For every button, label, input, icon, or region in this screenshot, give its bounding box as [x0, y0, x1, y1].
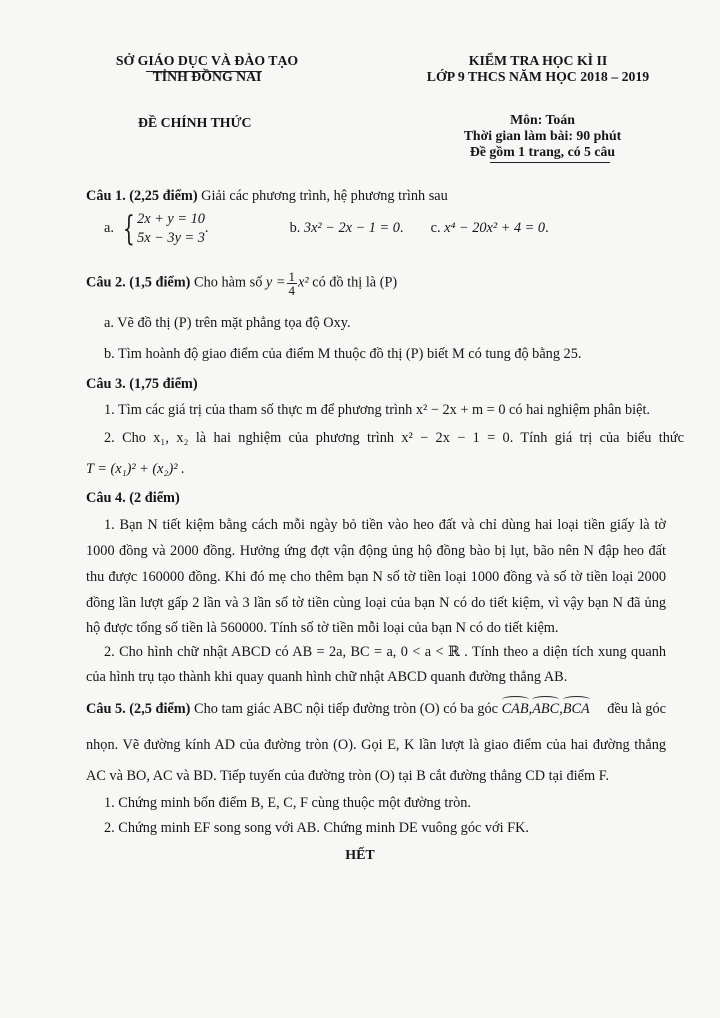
department-line-1: SỞ GIÁO DỤC VÀ ĐÀO TẠO [115, 53, 299, 68]
question-1-parts: a. { 2x + y = 10 5x − 3y = 3 . b. 3x² − 2x − 1 = 0. c. x⁴ − 20x² + 4 = 0. [104, 209, 549, 249]
angle-cab: CAB [501, 701, 529, 717]
question-3-part-1: 1. Tìm các giá trị của tham số thực m để phương trình x² − 2x + m = 0 có hai nghiệm phân biệt. [104, 402, 650, 418]
question-3-part-2: 2. Cho x₁, x₂ là hai nghiệm của phương trình x² − 2x − 1 = 0. Tính giá trị của biểu thức [104, 430, 684, 446]
system-equation-2: 5x − 3y = 3 [137, 230, 205, 246]
department-header [86, 53, 328, 85]
time-limit: Thời gian làm bài: 90 phút [463, 128, 622, 143]
question-2-part-b: b. Tìm hoành độ giao điểm của điểm M thuộc đồ thị (P) biết M có tung độ bằng 25. [104, 346, 582, 362]
question-3-title: Câu 3. (1,75 điểm) [86, 376, 198, 392]
question-2-text-end: có đồ thị là (P) [312, 274, 398, 291]
question-3-expression: T = (x₁)² + (x₂)² . [86, 461, 185, 477]
exam-grade-year: LỚP 9 THCS NĂM HỌC 2018 – 2019 [426, 69, 650, 84]
question-1-label: Câu 1. (2,25 điểm) [86, 188, 198, 204]
question-5-part-2: 2. Chứng minh EF song song với AB. Chứng minh DE vuông góc với FK. [104, 820, 530, 836]
question-4-part-2-line: 2. Cho hình chữ nhật ABCD có AB = 2a, BC = a, 0 < a < ℝ . Tính theo a diện tích xung quanh [104, 644, 666, 660]
brace-symbol: { [122, 209, 135, 249]
question-2-part-a: a. Vẽ đồ thị (P) trên mặt phẳng tọa độ Oxy. [104, 315, 351, 331]
question-5-line-1: Câu 5. (2,5 điểm) Cho tam giác ABC nội tiếp đường tròn (O) có ba góc CAB,ABC,BCA đều là góc [86, 701, 666, 717]
part-a-label: a. [104, 220, 114, 237]
question-3-label [86, 376, 198, 394]
department-line-2: TỈNH ĐỒNG NAI [152, 69, 262, 84]
part-c-equation: x⁴ − 20x² + 4 = 0 [444, 220, 546, 237]
subject-info [420, 112, 665, 160]
question-5-part-1: 1. Chứng minh bốn điểm B, E, C, F cùng thuộc một đường tròn. [104, 795, 471, 811]
question-5-line-2: nhọn. Vẽ đường kính AD của đường tròn (O). Gọi E, K lần lượt là giao điểm của hai đường thẳng [86, 737, 666, 753]
subject: Môn: Toán [510, 112, 575, 127]
fraction-numerator: 1 [288, 269, 295, 284]
question-4-title: Câu 4. (2 điểm) [86, 490, 180, 506]
angle-bca: BCA [562, 701, 590, 717]
end-marker: HẾT [345, 848, 375, 863]
question-5-label: Câu 5. (2,5 điểm) [86, 701, 191, 717]
question-2-text: Cho hàm số [194, 274, 263, 291]
question-2-label: Câu 2. (1,5 điểm) [86, 274, 191, 291]
question-5-intro-end: đều là góc [607, 701, 666, 717]
exam-title: KIỂM TRA HỌC KÌ II [468, 53, 608, 68]
fraction [287, 270, 298, 297]
question-1 [86, 188, 448, 206]
question-4-part-1-line: hộ được tổng số tiền là 560000. Tính số tờ tiền mỗi loại của bạn N có do tiết kiệm. [86, 620, 559, 636]
subject-divider [490, 162, 610, 163]
function-lhs: y = [265, 274, 286, 291]
question-5-intro: Cho tam giác ABC nội tiếp đường tròn (O) có ba góc [194, 701, 499, 717]
exam-header [404, 53, 672, 85]
header-divider [146, 71, 262, 72]
system-equation-1: 2x + y = 10 [137, 211, 205, 227]
part-b-label: b. [289, 220, 301, 237]
part-b-equation: 3x² − 2x − 1 = 0 [303, 220, 400, 237]
question-4-part-1-line: 1000 đồng và 2000 đồng. Hưởng ứng đợt vận động ủng hộ đồng bào bị lụt, bão nên N đập heo đất [86, 543, 666, 559]
fraction-denominator: 4 [288, 283, 295, 298]
page-count: Đề gồm 1 trang, có 5 câu [469, 144, 616, 159]
angle-abc: ABC [532, 701, 560, 717]
question-4-part-1-line: 1. Bạn N tiết kiệm bằng cách mỗi ngày bỏ tiền vào heo đất và chỉ dùng hai loại tiền giấy là tờ [104, 517, 666, 533]
question-4-label [86, 490, 180, 508]
equation-system [137, 210, 205, 248]
part-c-label: c. [430, 220, 441, 237]
question-4-part-1-line: đồng lần lượt gấp 2 lần và 3 lần số tờ tiền cùng loại của bạn N có do tiết kiệm, vì vậy bạn N đã ủng [86, 595, 666, 611]
question-1-text: Giải các phương trình, hệ phương trình sau [201, 188, 448, 204]
question-4-part-1-line: thu được 160000 đồng. Khi đó mẹ cho thêm bạn N số tờ tiền loại 1000 đồng và số tờ tiền loại 2000 [86, 569, 666, 585]
function-rhs: x² [298, 274, 309, 291]
question-5-line-3: AC và BO, AC và BD. Tiếp tuyến của đường tròn (O) tại B cắt đường thẳng CD tại điểm F. [86, 768, 610, 784]
question-2 [86, 270, 397, 297]
question-4-part-2-line: của hình trụ tạo thành khi quay quanh hình chữ nhật ABCD quanh đường thẳng AB. [86, 669, 568, 685]
official-label: ĐỀ CHÍNH THỨC [138, 115, 252, 130]
